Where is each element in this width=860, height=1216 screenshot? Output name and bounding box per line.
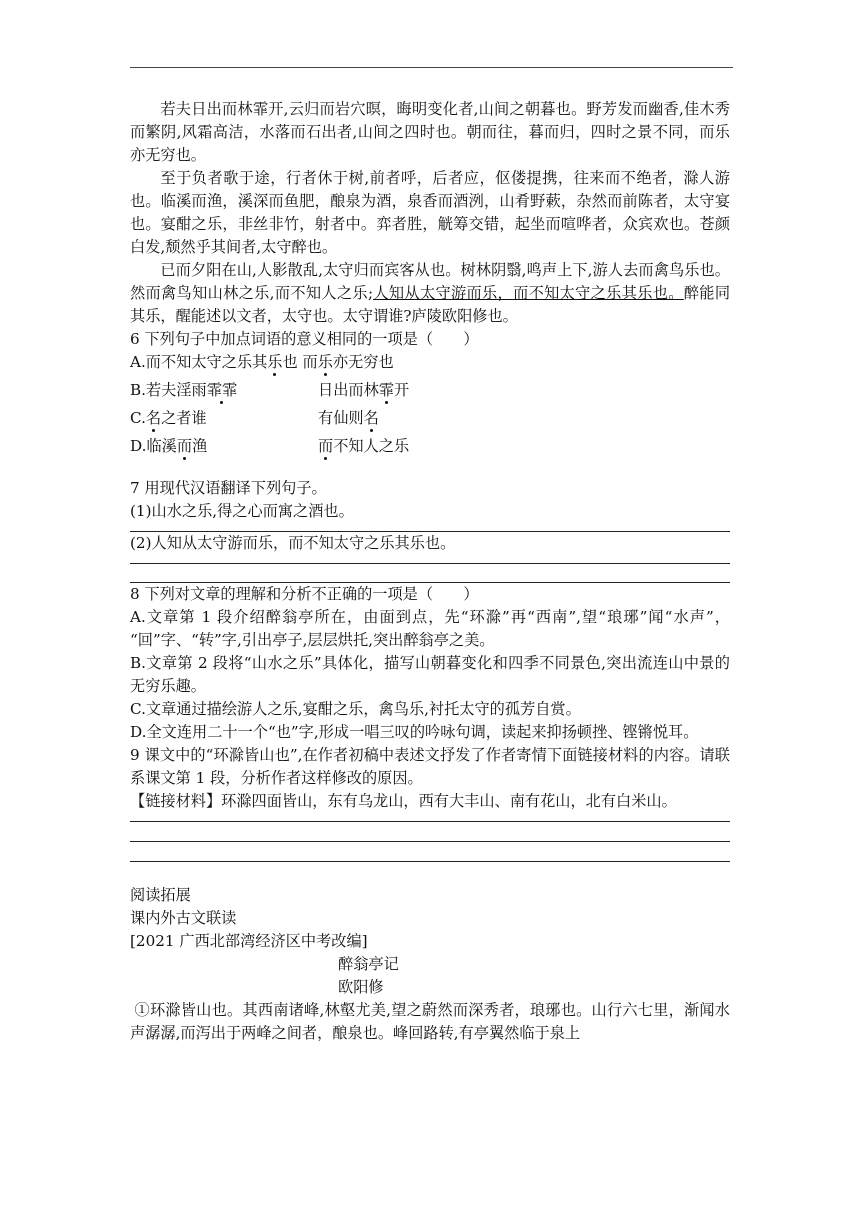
- q6-option-b: B.若夫淫雨霏霏 日出而林霏开: [130, 381, 410, 399]
- q6-option-d: D.临溪而渔 而不知人之乐: [130, 437, 410, 455]
- passage-paragraph-3: 已而夕阳在山,人影散乱,太守归而宾客从也。树林阴翳,鸣声上下,游人去而禽鸟乐也。然而禽鸟知山林之乐,而不知人之乐;人知从太守游而乐，而不知太守之乐其乐也。醉能同其乐，醒能述以文者，太守也。太守谓谁?庐陵欧阳修也。: [130, 261, 731, 325]
- q7-stem: 7 用现代汉语翻译下列句子。: [130, 479, 327, 497]
- header-rule: [130, 67, 733, 68]
- document-body: [130, 98, 730, 1045]
- q9-link-material: 【链接材料】环滁四面皆山，东有乌龙山，西有大丰山、南有花山，北有白米山。: [130, 792, 677, 810]
- extension-heading: 阅读拓展: [130, 886, 191, 904]
- extension-author: 欧阳修: [338, 978, 384, 996]
- q8-option-a: A.文章第 1 段介绍醉翁亭所在，由面到点，先“环滁”再“西南”,望“琅琊”闻“水声”， “回”字、“转”字,引出亭子,层层烘托,突出醉翁亭之美。: [130, 608, 730, 649]
- q8-option-b: B.文章第 2 段将“山水之乐”具体化，描写山朝暮变化和四季不同景色,突出流连山中景的无穷乐趣。: [130, 654, 730, 695]
- extension-source: [2021 广西北部湾经济区中考改编]: [130, 932, 368, 950]
- q7-sentence-1: (1)山水之乐,得之心而寓之酒也。: [130, 502, 354, 520]
- passage-paragraph-1: 若夫日出而林霏开,云归而岩穴暝，晦明变化者,山间之朝暮也。野芳发而幽香,佳木秀而繁阴,风霜高洁，水落而石出者,山间之四时也。朝而往，暮而归，四时之景不同，而乐亦无穷也。: [130, 100, 730, 164]
- extension-paragraph-1: ①环滁皆山也。其西南诸峰,林壑尤美,望之蔚然而深秀者，琅琊也。山行六七里，渐闻水声潺潺,而泻出于两峰之间者，酿泉也。峰回路转,有亭翼然临于泉上: [130, 1001, 730, 1042]
- underlined-sentence: 人知从太守游而乐，而不知太守之乐其乐也。: [373, 284, 684, 302]
- q8-stem: 8 下列对文章的理解和分析不正确的一项是（ ）: [130, 585, 479, 603]
- q9-stem: 9 课文中的“环滁皆山也”,在作者初稿中表述文抒发了作者寄情下面链接材料的内容。请联系课文第 1 段，分析作者这样修改的原因。: [130, 746, 730, 787]
- q7-sentence-2: (2)人知从太守游而乐，而不知太守之乐其乐也。: [130, 534, 456, 552]
- passage-paragraph-2: 至于负者歌于途，行者休于树,前者呼，后者应，伛偻提携，往来而不绝者，滁人游也。临溪而渔，溪深而鱼肥，酿泉为酒，泉香而酒洌，山肴野蔌，杂然而前陈者，太守宴也。宴酣之乐，非丝非竹，射者中。弈者胜，觥筹交错，起坐而喧哗者，众宾欢也。苍颜白发,颓然乎其间者,太守醉也。: [130, 169, 730, 256]
- q6-stem: 6 下列句子中加点词语的意义相同的一项是（ ）: [130, 330, 479, 348]
- q8-option-d: D.全文连用二十一个“也”字,形成一唱三叹的吟咏句调，读起来抑扬顿挫、铿锵悦耳。: [130, 723, 699, 741]
- q6-option-a: A.而不知太守之乐其乐也 而乐亦无穷也: [130, 353, 394, 371]
- q6-option-c: C.名之者谁 有仙则名: [130, 409, 379, 427]
- q8-option-c: C.文章通过描绘游人之乐,宴酣之乐，禽鸟乐,衬托太守的孤芳自赏。: [130, 700, 581, 718]
- extension-subheading: 课内外古文联读: [130, 909, 237, 927]
- extension-title: 醉翁亭记: [338, 955, 399, 973]
